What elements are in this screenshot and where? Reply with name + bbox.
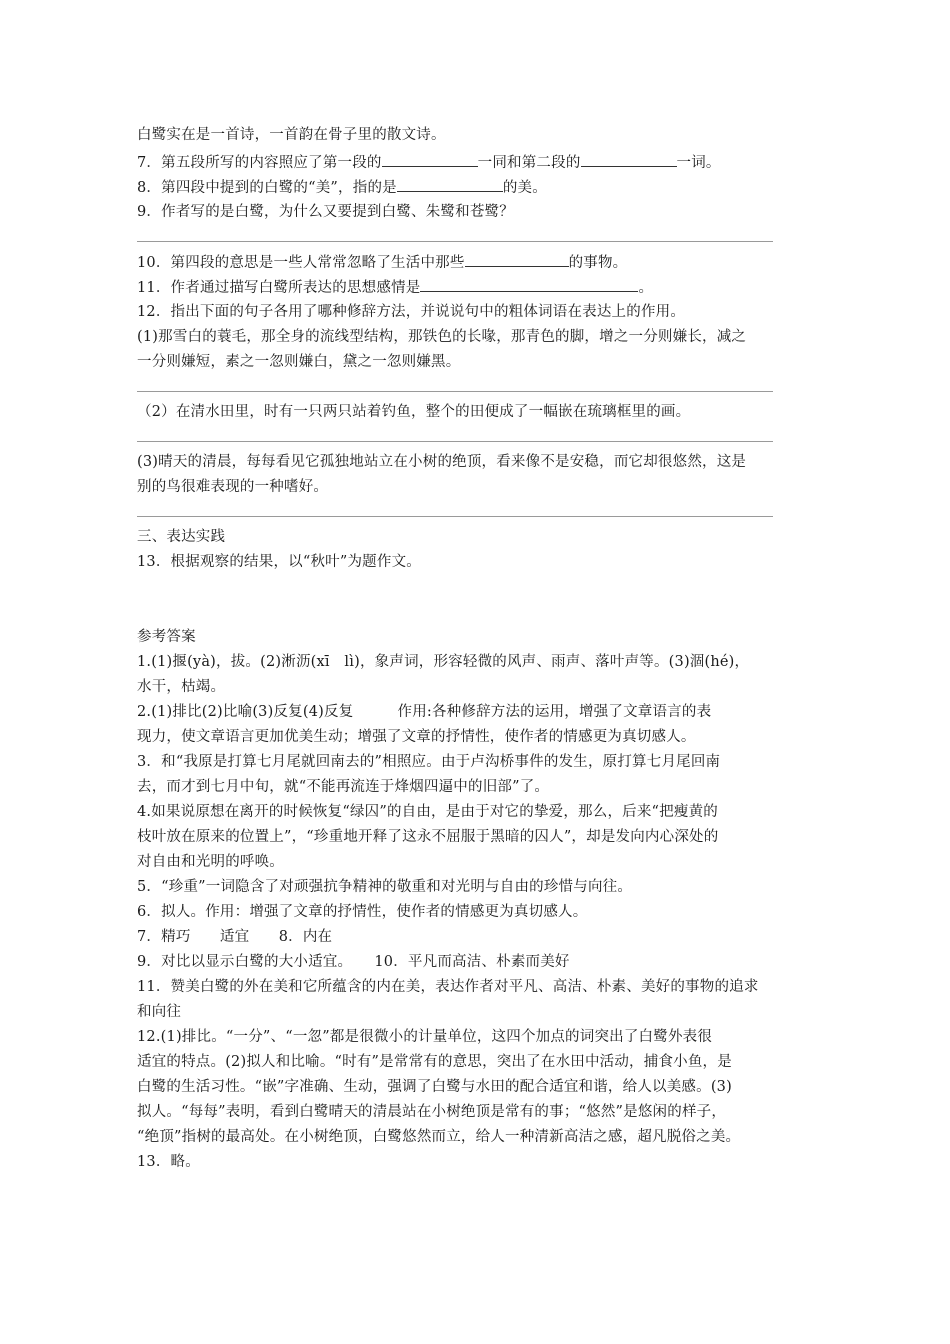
q7-text-c: 一词。: [676, 155, 721, 171]
question-8: [137, 177, 547, 198]
q8-text-b: 的美。: [502, 180, 547, 196]
q10-text-a: 10．第四段的意思是一些人常常忽略了生活中那些: [137, 255, 465, 271]
answer-line: 5．“珍重”一词隐含了对顽强抗争精神的敬重和对光明与自由的珍惜与向往。: [137, 879, 633, 895]
question-11: [137, 277, 653, 298]
answer-line: 对自由和光明的呼唤。: [137, 854, 284, 870]
q8-blank[interactable]: [397, 177, 503, 192]
answer-line: 11．赞美白鹭的外在美和它所蕴含的内在美，表达作者对平凡、高洁、朴素、美好的事物的追求: [137, 979, 759, 995]
q11-blank[interactable]: [420, 277, 638, 292]
answer-line-q12-3[interactable]: [137, 516, 773, 517]
answer-line: 白鹭的生活习性。“嵌”字准确、生动，强调了白鹭与水田的配合适宜和谐，给人以美感。(3): [137, 1079, 732, 1095]
answer-line: 枝叶放在原来的位置上”，“珍重地开释了这永不屈服于黑暗的囚人”，却是发向内心深处的: [137, 829, 719, 845]
q11-text-a: 11．作者通过描写白鹭所表达的思想感情是: [137, 280, 421, 296]
question-13: 13．根据观察的结果，以“秋叶”为题作文。: [137, 554, 421, 570]
q7-blank-1[interactable]: [382, 152, 478, 167]
answer-line: 1.(1)揠(yà)，拔。(2)淅沥(xī lì)，象声词，形容轻微的风声、雨声、落叶声等。(3)涸(hé)，: [137, 654, 750, 670]
section-heading-expression-practice: 三、表达实践: [137, 529, 226, 545]
answer-line: “绝顶”指树的最高处。在小树绝顶，白鹭悠然而立，给人一种清新高洁之感，超凡脱俗之美。: [137, 1129, 741, 1145]
answer-line: 6．拟人。作用：增强了文章的抒情性，使作者的情感更为真切感人。: [137, 904, 588, 920]
answer-line-q9[interactable]: [137, 241, 773, 242]
answer-line-q12-2[interactable]: [137, 441, 773, 442]
answer-line-q12-1[interactable]: [137, 391, 773, 392]
answer-line: 水干，枯竭。: [137, 679, 226, 695]
question-10: [137, 252, 627, 273]
answer-line: 2.(1)排比(2)比喻(3)反复(4)反复 作用:各种修辞方法的运用，增强了文章语言的表: [137, 704, 712, 720]
intro-line: 白鹭实在是一首诗，一首韵在骨子里的散文诗。: [137, 127, 446, 143]
answer-line: 适宜的特点。(2)拟人和比喻。“时有”是常常有的意思，突出了在水田中活动，捕食小鱼，是: [137, 1054, 732, 1070]
q11-text-b: 。: [638, 280, 654, 296]
q12-sentence-3-line-1: (3)晴天的清晨，每每看见它孤独地站立在小树的绝顶，看来像不是安稳，而它却很悠然，这是: [137, 454, 747, 470]
q7-blank-2[interactable]: [581, 152, 677, 167]
answer-line: 13．略。: [137, 1154, 200, 1170]
q10-text-b: 的事物。: [568, 255, 628, 271]
q12-sentence-2: （2）在清水田里，时有一只两只站着钓鱼，整个的田便成了一幅嵌在琉璃框里的画。: [137, 404, 691, 420]
answer-line: 9．对比以显示白鹭的大小适宜。 10．平凡而高洁、朴素而美好: [137, 954, 570, 970]
q7-text-a: 7．第五段所写的内容照应了第一段的: [137, 155, 382, 171]
q10-blank[interactable]: [465, 252, 569, 267]
answer-line: 4.如果说原想在离开的时候恢复“绿囚”的自由，是由于对它的挚爱，那么，后来“把瘦黄的: [137, 804, 718, 820]
q12-sentence-1-line-2: 一分则嫌短，素之一忽则嫌白，黛之一忽则嫌黑。: [137, 354, 461, 370]
answer-line: 现力，使文章语言更加优美生动；增强了文章的抒情性，使作者的情感更为真切感人。: [137, 729, 696, 745]
answer-line: 7．精巧 适宜 8．内在: [137, 929, 333, 945]
answer-line: 和向往: [137, 1004, 182, 1020]
answer-line: 去，而才到七月中旬，就“不能再流连于烽烟四逼中的旧部”了。: [137, 779, 550, 795]
answer-line: 12.(1)排比。“一分”、“一忽”都是很微小的计量单位，这四个加点的词突出了白鹭外表很: [137, 1029, 713, 1045]
q8-text-a: 8．第四段中提到的白鹭的“美”，指的是: [137, 180, 397, 196]
q12-sentence-3-line-2: 别的鸟很难表现的一种嗜好。: [137, 479, 329, 495]
question-7: [137, 152, 721, 173]
question-12: 12．指出下面的句子各用了哪种修辞方法，并说说句中的粗体词语在表达上的作用。: [137, 304, 686, 320]
q12-sentence-1-line-1: (1)那雪白的蓑毛，那全身的流线型结构，那铁色的长喙，那青色的脚，增之一分则嫌长，减之: [137, 329, 747, 345]
q7-text-b: 一同和第二段的: [477, 155, 581, 171]
answers-heading: 参考答案: [137, 629, 196, 645]
answer-line: 拟人。“每每”表明，看到白鹭晴天的清晨站在小树绝顶是常有的事；“悠然”是悠闲的样子，: [137, 1104, 727, 1120]
question-9: 9．作者写的是白鹭，为什么又要提到白鹭、朱鹭和苍鹭？: [137, 204, 514, 220]
answer-line: 3．和“我原是打算七月尾就回南去的”相照应。由于卢沟桥事件的发生，原打算七月尾回南: [137, 754, 721, 770]
